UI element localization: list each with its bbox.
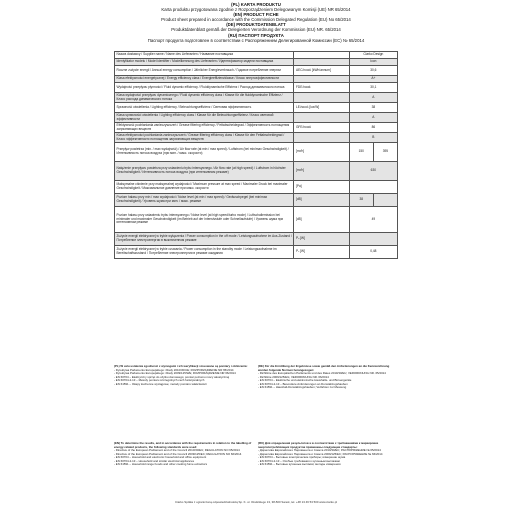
notes-pl-line: - Dyrektywa Parlamentu Europejskiego i Rady 2009/125/WE; ROZPORZĄDZENIE NR 66/2014	[114, 371, 236, 376]
spec-unit: AEC₍hood₎ [kWh/annum]	[294, 66, 349, 76]
notes-ru	[258, 442, 398, 467]
spec-value: Ciarko Design	[349, 52, 397, 59]
spec-row	[115, 143, 398, 162]
header-subtitle-line: Паспорт продукта подготовлен в соответствии с Распоряжением Делегированной Комиссии (ЕС) № 65/2014	[147, 37, 365, 43]
header-title-line: (RU) ПАСПОРТ ПРОДУКТА	[228, 32, 284, 38]
spec-value: A	[349, 93, 397, 103]
notes-en-line: - EN 60704-2-13 – Household and similar electrical appliances	[114, 458, 195, 463]
spec-row	[115, 181, 398, 194]
spec-unit	[294, 59, 349, 66]
spec-value-min: 38	[349, 194, 373, 207]
header-subtitle-line: Produktdatenblatt gemäß der Delegierten Verordnung der Kommission (EU) NR. 65/2014	[171, 27, 341, 33]
footer-address: Ciarko Spółka z ograniczoną odpowiedzialnością Sp. K. ul. Okulickiego 13, 38-500 Sanok, tel. +48 13 46 53 500 www.ciarko.pl	[175, 500, 337, 504]
spec-label: Natężenie przepływu powietrza przy ustawieniu trybu intensywnego / Air flow rate (at high speed) / Luftstrom in höchster Geschwindigkeit / Интенсивность потока воздуха (при интенсивном режиме)	[115, 162, 294, 181]
specification-table	[114, 51, 398, 259]
spec-label: Klasa sprawności oświetlenia / Lighting efficiency class / Klasse für die Beleuchtungseffizienz / Класс световой эффективности	[115, 113, 294, 123]
spec-label: Poziom hałasu przy min / max wydajności / Noise level (at min / max speed) / Geräuschpegel (bei min/max Geschwindigkeit) / Уровень шума при мин. / макс. режиме	[115, 194, 294, 207]
spec-value	[349, 233, 397, 246]
spec-row	[115, 93, 398, 103]
notes-en-line: - EN 61591 – Household range hoods and other cooking fume extractors	[114, 462, 208, 467]
spec-unit: [m³/h]	[294, 162, 349, 181]
notes-pl-line: - EN 60704-2-13 – Metody pomiaru szczególnych cech funkcjonalnych	[114, 378, 205, 383]
spec-label: Klasa efektywności energetycznej / Energy efficiency class / Energieeffizienzklasse / Класс энергоэффективности	[115, 76, 294, 83]
spec-label: Przepływ powietrza (min. / max wydajność) / Air flow rate (at min / max speed) / Luftstrom (bei min/max Geschwindigkeit) / Интенсивность потока воздуха (при мин. / макс. скорости)	[115, 143, 294, 162]
notes-ru-line: - EN 61591 – Бытовые кухонные вытяжки; методы измерения	[258, 462, 341, 467]
header-subtitle-line: Product sheet prepared in accordance with the Commission Delegated Regulation (EU) No 65/2014	[161, 17, 351, 23]
notes-en-heading: (EN) To determine the results, and in accordance with the requirements in relation to the labelling of energy-related products, the following standards were used:	[114, 441, 252, 449]
spec-value: 30,1	[349, 83, 397, 93]
spec-value	[349, 181, 397, 194]
spec-value-max	[373, 194, 397, 207]
spec-label: Nazwa dostawcy / Supplier name / Name des Lieferanten / Название поставщика	[115, 52, 294, 59]
spec-row	[115, 246, 398, 259]
spec-unit: Pₛ [W]	[294, 246, 349, 259]
notes-pl-heading: (PL) W celu ustalenia zgodności z wymogami i ich weryfikacji stosowane są pomiary i obliczenia:	[114, 364, 248, 368]
notes-de-line: - Richtlinie 2009/125/EG; VERORDNUNG NR. 66/2014	[258, 374, 329, 379]
spec-row	[115, 133, 398, 143]
notes-en-line: - Directive of the European Parliament and of the Council 2010/30/EU; REGULATION NO 65/2014	[114, 448, 240, 453]
notes-de-line: - EN 60704-2-13 – Besondere Anforderungen an Dunstabzugshauben	[258, 381, 348, 386]
spec-row	[115, 103, 398, 113]
notes-ru-line: - Директива Европейского Парламента и Совета 2010/30/ЕС; РАСПОРЯЖЕНИЕ № 65/2014	[258, 448, 381, 453]
spec-row	[115, 52, 398, 59]
spec-label: Maksymalne ciśnienie przy maksymalnej wydajności / Maximum pressure at max speed / Maximaler Druck bei maximaler Geschwindigkeit / Максимальное давление при макс. скорости	[115, 181, 294, 194]
spec-label: Roczne zużycie energii / Annual energy consumption / Jährlicher Energieverbrauch / Годовое потребление энергии	[115, 66, 294, 76]
notes-ru-line: - EN 60704 – Бытовые электрические приборы; измерение шума	[258, 455, 346, 460]
spec-row	[115, 162, 398, 181]
notes-pl-line: - Dyrektywa Parlamentu Europejskiego i Rady 2010/30/UE; ROZPORZĄDZENIE NR 65/2014	[114, 367, 234, 372]
spec-value-max: 395	[373, 143, 397, 162]
document-header	[0, 2, 512, 43]
spec-value: 0,48	[349, 246, 397, 259]
spec-label: Poziom hałasu przy ustawieniu trybu intensywnego / Noise level (at high speed/turbo mode) / Luftschallemission bei minimaler und maximaler Geschwindigkeit (im Betrieb auf der Intensivstufe oder Schnellaufstufe) / Уровень шума при интенсивном режиме	[115, 207, 294, 233]
spec-unit: GFE₍hood₎	[294, 123, 349, 133]
notes-de-line: - EN 61591 – Haushalt-Dunstabzugshauben; Verfahren zur Messung	[258, 385, 347, 390]
spec-unit	[294, 133, 349, 143]
header-title-line: (DE) PRODUKTDATENBLATT	[226, 22, 286, 28]
notes-ru-line: - EN 60704-2-13 – Особые требования к кухонным вытяжкам	[258, 458, 340, 463]
spec-unit: Pₒ [W]	[294, 233, 349, 246]
notes-de-line: - EN 60704 – Elektrische und elektronische Haushalts- und Büroergeräte	[258, 378, 352, 383]
notes-pl	[114, 365, 254, 386]
spec-value: Icon	[349, 59, 397, 66]
spec-row	[115, 76, 398, 83]
notes-en-line: - Directive of the European Parliament and of the Council 2009/125/EC; REGULATION NO 66/2014	[114, 451, 242, 456]
spec-unit	[294, 113, 349, 123]
spec-row	[115, 113, 398, 123]
spec-label: Sprawność oświetlenia / Lighting efficiency / Beleuchtungseffizienz / Световая эффективность	[115, 103, 294, 113]
spec-label: Klasa wydajności przepływu dynamicznego / Fluid dynamic efficiency class / Klasse für die fluiddynamische Effizienz / Класс расхода динамического потока	[115, 93, 294, 103]
spec-label: Zużycie energii elektrycznej w trybie czuwania / Power consumption in the standby mode / Leistungsaufnahme im Bereitschaftszustand / Потребление электроэнергии в режиме ожидания	[115, 246, 294, 259]
notes-de	[258, 365, 398, 390]
spec-row	[115, 194, 398, 207]
spec-row	[115, 233, 398, 246]
spec-label: Efektywność pochłaniania zanieczyszczeń / Grease filtering efficiency / Fettabscheidegrad / Эффективность поглощения загрязняющих веществ	[115, 123, 294, 133]
spec-unit: [dB]	[294, 207, 349, 233]
spec-unit: FDE₍hood₎	[294, 83, 349, 93]
spec-unit	[294, 76, 349, 83]
spec-unit	[294, 93, 349, 103]
spec-label: Zużycie energii elektrycznej w trybie wyłączenia / Power consumption in the off mode / Leistungsaufnahme im Aus-Zustand / Потребление электроэнергии в выключенном режиме	[115, 233, 294, 246]
spec-label: Klasa efektywności pochłaniania zanieczyszczeń / Grease filtering efficiency class / Klasse für den Fettabscheidegrad / Класс эффективности поглощения загрязняющих веществ	[115, 133, 294, 143]
spec-unit: [m³/h]	[294, 143, 349, 162]
spec-value: A	[349, 113, 397, 123]
spec-row	[115, 83, 398, 93]
spec-row	[115, 59, 398, 66]
spec-value: 38	[349, 103, 397, 113]
spec-value-min: 150	[349, 143, 373, 162]
spec-value: 30,6	[349, 66, 397, 76]
spec-value: 49	[349, 207, 397, 233]
spec-label: Wydajność przepływu płynności / Fluid dynamic efficiency / Fluiddynamische Effizienz / Расход динамического потока	[115, 83, 294, 93]
notes-en-line: - EN 60704 – Household and electronic household and office equipment	[114, 455, 207, 460]
notes-ru-heading: (RU) Для определения результатов и в соответствии с требованиями к маркировке энергопотребляющих продуктов применены следующие стандарты:	[258, 441, 379, 449]
spec-value: 86	[349, 123, 397, 133]
spec-unit: [dB]	[294, 194, 349, 207]
spec-row	[115, 207, 398, 233]
header-title-line: (PL) KARTA PRODUKTU	[231, 2, 281, 7]
spec-value: 630	[349, 162, 397, 181]
notes-pl-line: - EN 60704 – Elektryczny sprzęt do użytku domowego; pomiar poziomu mocy akustycznej	[114, 374, 230, 379]
spec-unit: [Pa]	[294, 181, 349, 194]
spec-unit: LE₍hood₎ [lux/W]	[294, 103, 349, 113]
spec-value: A+	[349, 76, 397, 83]
notes-pl-line: - EN 61591 – Okapy kuchenne wyciągowe; metody pomiaru właściwości	[114, 381, 207, 386]
spec-unit	[294, 52, 349, 59]
notes-en	[114, 442, 254, 467]
spec-row	[115, 66, 398, 76]
header-title-line: (EN) PRODUCT FICHE	[233, 12, 279, 18]
notes-de-heading: (DE) Für die Ermittlung der Ergebnisse sowie gemäß den Anforderungen an die Kennzeichnung wurden folgende Normen herangezogen:	[258, 364, 390, 372]
header-subtitle-line: Karta produktu przygotowana zgodnie z Rozporządzeniem Delegowanym Komisji (UE) NR 65/2014	[161, 7, 351, 13]
spec-value: B	[349, 133, 397, 143]
notes-de-line: - Richtlinie des Europäischen Parlaments und des Rates 2010/30/EU; VERORDNUNG NR. 65/2014	[258, 371, 386, 376]
notes-ru-line: - Директива Европейского Парламента и Совета 2009/125/ЕС; РАСПОРЯЖЕНИЕ № 66/2014	[258, 451, 383, 456]
spec-row	[115, 123, 398, 133]
spec-label: Identyfikator modelu / Model identifier / Modellkennung des Lieferanten / Идентификатор модели поставщика	[115, 59, 294, 66]
